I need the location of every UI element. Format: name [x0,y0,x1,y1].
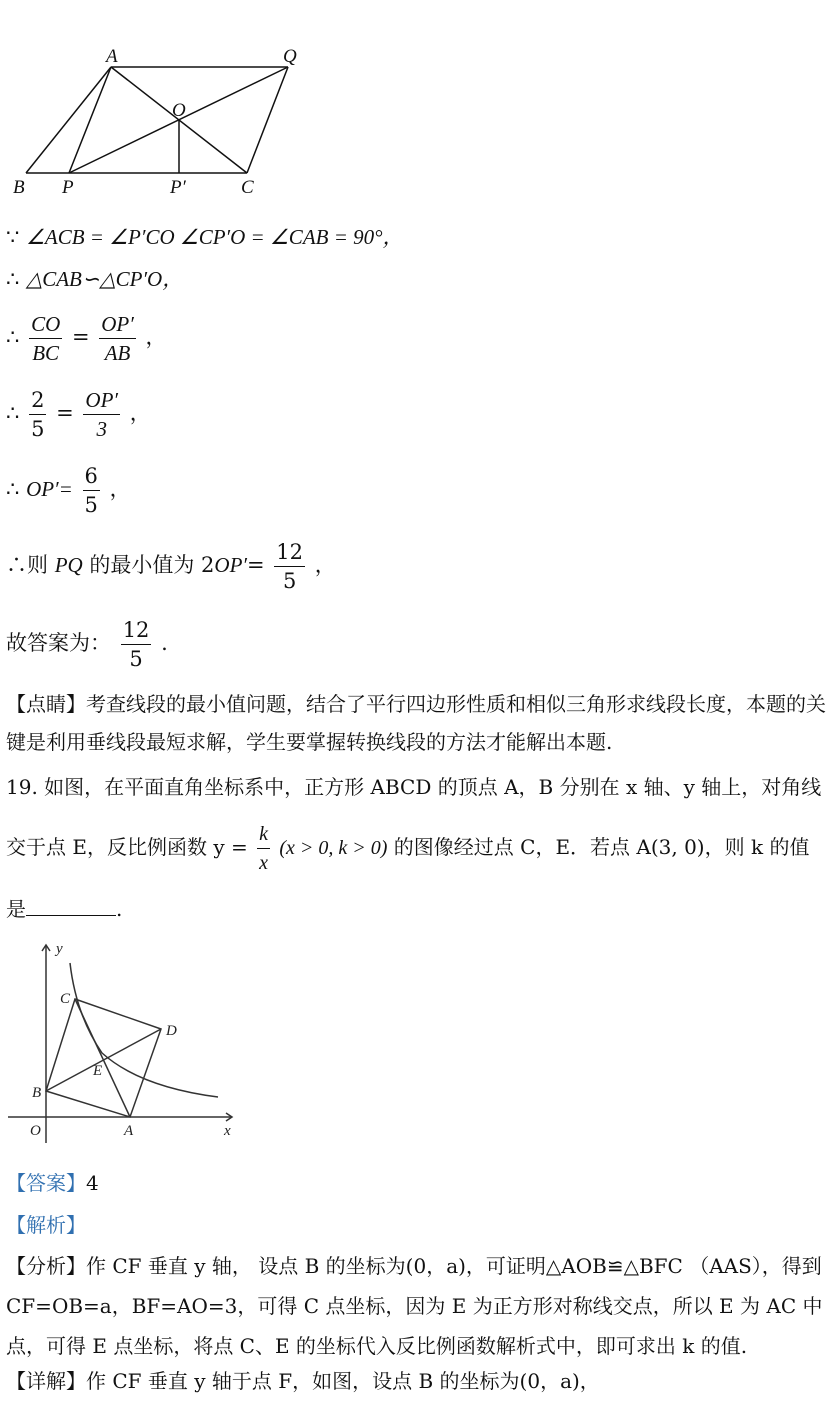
step-5: ∴ OP′= $\frac{6}{5}$ ， [6,464,131,517]
fraction-op-3: $\frac{OP'}{3}$ [85,388,119,441]
final-answer-line: 故答案为： $\frac{12}{5}$ . [6,618,168,671]
answer-blank [26,895,116,916]
label-D: D [166,1023,177,1039]
coordinate-figure [0,935,250,1150]
label-C: C [241,177,254,198]
label-y: y [56,941,63,957]
xiangjie-line: 【详解】作 CF 垂直 y 轴于点 F，如图，设点 B 的坐标为(0，a)， [6,1369,600,1393]
label-O: O [172,100,186,121]
step-6: ∴则 PQ 的最小值为 2OP′= $\frac{12}{5}$ ， [6,540,336,593]
label-x: x [224,1123,231,1139]
fraction-op-ab: $\frac{OP'}{AB}$ [101,312,134,365]
label-A: A [124,1123,134,1139]
label-A: A [106,46,118,67]
fraction-2-5: $\frac{2}{5}$ [31,388,45,441]
answer-line [6,1170,99,1196]
question-19-line-2: 交于点 E，反比例函数 y = $\frac{k}{x}$ (x > 0, k > 0) 的图像经过点 C，E．若点 A(3, 0)，则 k 的值 [6,820,809,877]
step-2: ∴ △CAB∽△CP′O， [6,267,184,291]
question-19-line-3: 是 . [6,897,123,921]
answer-tag: 【答案】 [6,1171,86,1195]
fraction-k-x: $\frac{k}{x}$ [257,820,270,877]
fraction-co-bc: $\frac{CO}{BC}$ [31,312,61,365]
question-19-line-1: 19. 如图，在平面直角坐标系中，正方形 ABCD 的顶点 A，B 分别在 x 轴、y 轴上，对角线 [6,775,822,799]
dianjing-paragraph: 【点睛】考查线段的最小值问题，结合了平行四边形性质和相似三角形求线段长度，本题的关键是利用垂线段最短求解，学生要掌握转换线段的方法才能解出本题. [6,692,826,754]
fraction-12-5: $\frac{12}{5}$ [276,540,304,593]
answer-value: 4 [86,1171,99,1195]
step-1-text: ∠ACB = ∠P′CO ∠CP′O = ∠CAB = 90°， [26,225,404,249]
step-1: ∵ ∠ACB = ∠P′CO ∠CP′O = ∠CAB = 90°， [6,225,404,249]
label-O: O [30,1123,41,1139]
step-4: ∴ $\frac{2}{5}$ = $\frac{OP'}{3}$ ， [6,388,151,441]
parallelogram-figure [0,40,320,205]
step-2-text: △CAB∽△CP′O， [26,267,184,291]
jiexi-line [6,1212,86,1238]
label-Q: Q [283,46,297,67]
label-E: E [93,1063,103,1079]
label-P: P [62,177,74,198]
label-B: B [32,1085,42,1101]
label-P-prime: P′ [170,177,186,198]
fraction-6-5: $\frac{6}{5}$ [84,464,98,517]
fenxi-paragraph: 【分析】作 CF 垂直 y 轴， 设点 B 的坐标为(0，a)，可证明△AOB≌△BFC （AAS），得到 CF=OB=a，BF=AO=3，可得 C 点坐标，因为 E 为正方形对称线交点，所以 E 为 AC 中点，可得 E 点坐标，将点 C、E 的坐标代入反比例函数解析式中，即可求出 k 的值. [6,1254,823,1358]
label-B: B [13,177,25,198]
label-C: C [60,991,71,1007]
fraction-answer: $\frac{12}{5}$ [122,618,150,671]
step-3: ∴ $\frac{CO}{BC}$ = $\frac{OP'}{AB}$ ， [6,312,167,365]
jiexi-tag: 【解析】 [6,1213,86,1237]
